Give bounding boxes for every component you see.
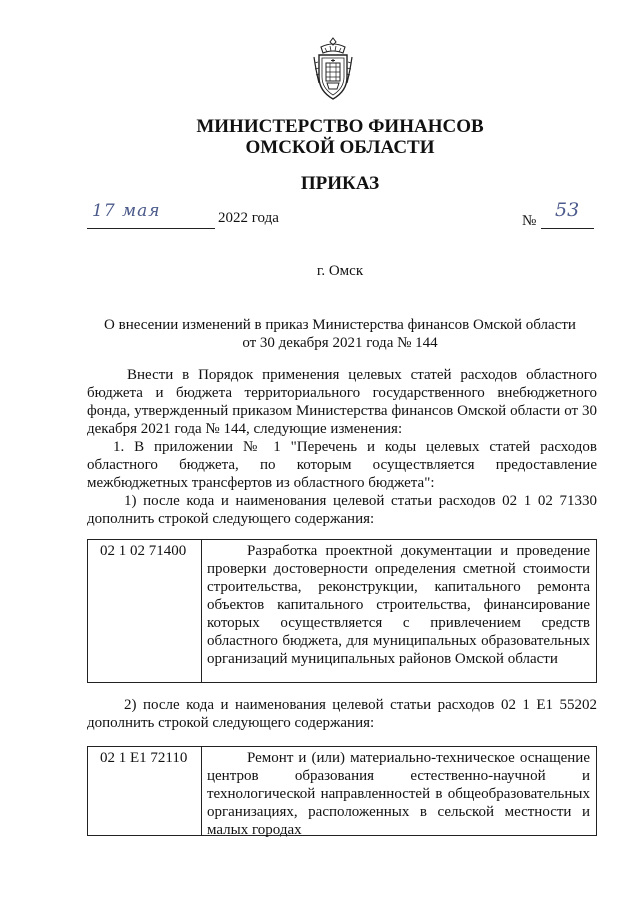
- intro-paragraph: Внести в Порядок применения целевых статей расходов областного бюджета и бюджета территориального государственного внебюджетного фонда, утвержденный приказом Министерства финансов Омской области от 30 декабря 2021 года № 144, следующие изменения:: [87, 367, 597, 437]
- table-code-cell: 02 1 E1 72110: [88, 747, 202, 835]
- ministry-name-line2: ОМСКОЙ ОБЛАСТИ: [245, 137, 435, 158]
- omsk-coat-of-arms-icon: [313, 37, 353, 103]
- table-name-cell: Разработка проектной документации и проведение проверки достоверности определения сметной стоимости строительства, реконструкции, капитального ремонта объектов капитального строительства, финансирование которых осуществляется с привлечением средств областного бюджета, для муниципальных образовательных организаций муниципальных районов Омской области: [207, 543, 590, 667]
- document-type: ПРИКАЗ: [300, 173, 380, 194]
- subject-line1: О внесении изменений в приказ Министерства финансов Омской области: [104, 317, 576, 333]
- subitem-2-paragraph: 2) после кода и наименования целевой статьи расходов 02 1 E1 55202 дополнить строкой следующего содержания:: [87, 697, 597, 731]
- handwritten-date: 17 мая: [92, 201, 161, 221]
- city: г. Омск: [316, 263, 364, 279]
- subitem-1-paragraph: 1) после кода и наименования целевой статьи расходов 02 1 02 71330 дополнить строкой следующего содержания:: [87, 493, 597, 527]
- date-year: 2022 года: [218, 210, 279, 226]
- handwritten-number: 53: [555, 199, 580, 221]
- table-name-cell: Ремонт и (или) материально-техническое оснащение центров образования естественно-научной и технологической направленностей в общеобразовательных организациях, расположенных в сельской местности и малых городах: [207, 750, 590, 838]
- subject-line2: от 30 декабря 2021 года № 144: [242, 335, 438, 351]
- item-1-paragraph: 1. В приложении № 1 "Перечень и коды целевых статей расходов областного бюджета, по которым осуществляется предоставление межбюджетных трансфертов из областного бюджета":: [87, 439, 597, 491]
- table-code-cell: 02 1 02 71400: [88, 540, 202, 682]
- table-row: [87, 539, 597, 683]
- number-label: №: [522, 213, 537, 229]
- ministry-name-line1: МИНИСТЕРСТВО ФИНАНСОВ: [196, 116, 484, 137]
- table-row: [87, 746, 597, 836]
